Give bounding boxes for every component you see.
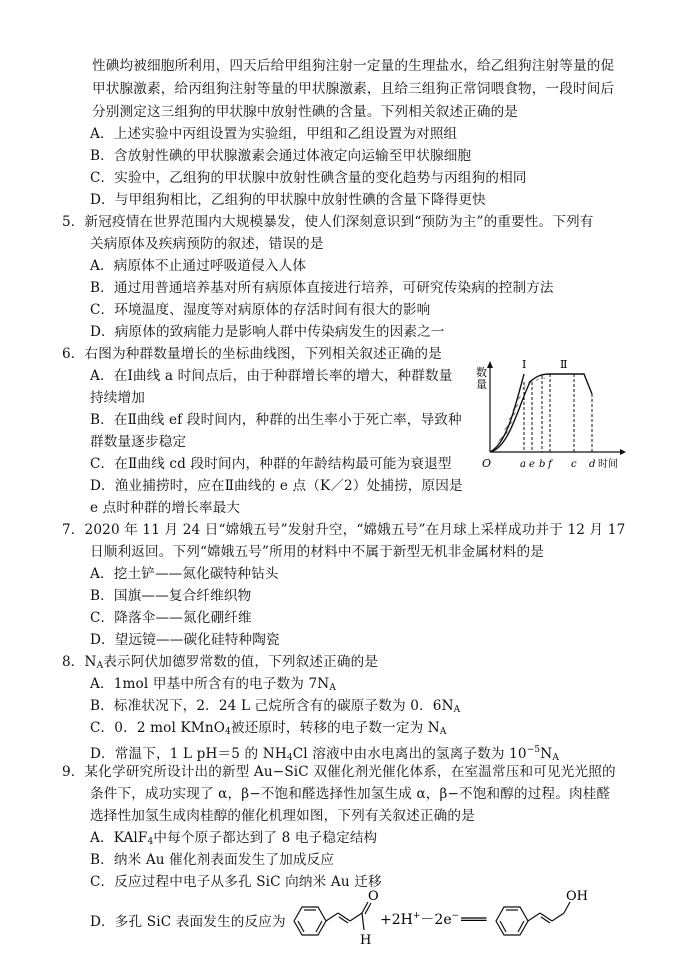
- q7-stem-line-1: 7．2020 年 11 月 24 日“嫦娥五号”发射升空，“嫦娥五号”在月球上采样成功并于 12 月 17: [62, 522, 626, 538]
- na-subscript: A: [552, 753, 559, 763]
- tick-e: e: [529, 459, 535, 470]
- q4-stem-line-3: 分别测定这三组狗的甲状腺中放射性碘的含量。下列相关叙述正确的是: [92, 104, 519, 120]
- x-axis-arrow: [620, 449, 626, 455]
- q4-option-a: A．上述实验中丙组设置为实验组，甲组和乙组设置为对照组: [90, 126, 458, 142]
- x-axis-label: 时间: [598, 459, 618, 470]
- electron-charge: −: [451, 911, 460, 921]
- q8-option-b: [90, 697, 460, 719]
- curve-ii: [490, 374, 592, 452]
- q7-option-c: C．降落伞——氮化硼纤维: [90, 610, 252, 626]
- power-superscript: −5: [526, 745, 541, 755]
- na-symbol: N: [84, 654, 97, 670]
- electron-term: －2e: [420, 912, 452, 928]
- q6-option-b-line-1: B．在Ⅱ曲线 ef 段时间内，种群的出生率小于死亡率，导致种: [90, 412, 462, 428]
- q8-number: 8．: [62, 654, 85, 670]
- kalf4-subscript: 4: [147, 837, 154, 847]
- benzene-ring-2: [496, 907, 528, 935]
- q9-option-c: C．反应过程中电子从多孔 SiC 向纳米 Au 迁移: [90, 874, 382, 890]
- q6-option-b-line-2: 群数量逐步稳定: [90, 434, 187, 450]
- q6-option-a-line-2: 持续增加: [90, 390, 145, 406]
- na-subscript: A: [453, 705, 461, 715]
- q5-option-a: A．病原体不止通过呼吸道侵入人体: [90, 258, 307, 274]
- q6-option-a-line-1: A．在Ⅰ曲线 a 时间点后，由于种群增长率的增大，种群数量: [90, 368, 453, 384]
- q6-stem: 6．右图为种群数量增长的坐标曲线图，下列相关叙述正确的是: [62, 346, 442, 362]
- nh4-subscript: 4: [286, 753, 293, 763]
- na-subscript: A: [96, 661, 104, 671]
- q8-stem-text: 表示阿伏加德罗常数的值，下列叙述正确的是: [103, 654, 379, 670]
- q8-option-b-text: B．标准状况下，2．24 L 己烷所含有的碳原子数为 0．6N: [90, 698, 454, 714]
- q5-stem-line-1: 5．新冠疫情在世界范围内大规模暴发，使人们深刻意识到“预防为主”的重要性。下列有: [62, 214, 594, 230]
- q5-option-b: B．通过用普通培养基对所有病原体直接进行培养，可研究传染病的控制方法: [90, 280, 554, 296]
- q9-option-a-rest: 中每个原子都达到了 8 电子稳定结构: [153, 830, 378, 846]
- y-label-2: 量: [476, 378, 487, 391]
- q6-option-c: C．在Ⅱ曲线 cd 段时间内，种群的年龄结构最可能为衰退型: [90, 456, 452, 472]
- na-symbol: N: [540, 746, 553, 762]
- tick-d: d: [589, 459, 596, 470]
- tick-f: f: [548, 459, 552, 470]
- na-subscript: A: [329, 683, 337, 693]
- cinnamaldehyde-chain: [326, 902, 371, 930]
- q8-option-c-text: C．0．2 mol KMnO: [90, 720, 226, 736]
- curve-i: [490, 374, 524, 452]
- y-label-1: 数: [476, 366, 487, 379]
- q4-option-b: B．含放射性碘的甲状腺激素会通过体液定向运输至甲状腺细胞: [90, 148, 472, 164]
- q8-option-d-mid: Cl 溶液中由水电离出的氢离子数为 10: [292, 746, 527, 762]
- q9-stem-line-1: 9．某化学研究所设计出的新型 Au−SiC 双催化剂光催化体系，在室温常压和可见光光照的: [62, 764, 616, 780]
- aldehyde-oxygen: O: [368, 889, 379, 904]
- hydroxyl-group: OH: [566, 889, 588, 904]
- kmno4-subscript: 4: [225, 727, 231, 737]
- q9-option-b: B．纳米 Au 催化剂表面发生了加成反应: [90, 852, 335, 868]
- y-axis-arrow: [487, 361, 493, 368]
- proton-charge: +: [412, 911, 421, 921]
- reaction-equation: [284, 888, 644, 952]
- q8-option-a-text: A．1mol 甲基中所含有的电子数为 7N: [90, 676, 330, 692]
- q5-stem-line-2: 关病原体及疾病预防的叙述，错误的是: [90, 236, 324, 252]
- curve-i-label: Ⅰ: [522, 358, 527, 371]
- proton-term: +2H: [380, 912, 413, 928]
- tick-a: a: [520, 459, 526, 470]
- q8-stem: [62, 653, 378, 675]
- tick-c: c: [571, 459, 577, 470]
- origin-label: O: [482, 457, 492, 470]
- q9-option-d: D．多孔 SiC 表面发生的反应为: [90, 914, 286, 930]
- q8-option-d-text: D．常温下，1 L pH＝5 的 NH: [90, 746, 287, 762]
- q4-stem-line-1: 性碘均被细胞所利用，四天后给甲组狗注射一定量的生理盐水，给乙组狗注射等量的促: [92, 58, 615, 74]
- q8-option-a: [90, 675, 336, 697]
- q7-option-a: A．挖土铲——氮化碳特种钻头: [90, 566, 279, 582]
- q5-option-d: D．病原体的致病能力是影响人群中传染病发生的因素之一: [90, 324, 445, 340]
- q7-stem-line-2: 日顺利返回。下列“嫦娥五号”所用的材料中不属于新型无机非金属材料的是: [90, 544, 544, 560]
- equation-middle: [380, 911, 487, 928]
- q9-stem-line-3: 选择性加氢生成肉桂醇的催化机理如图，下列有关叙述正确的是: [90, 808, 475, 824]
- na-subscript: A: [439, 727, 447, 737]
- q6-option-d-line-2: e 点时种群的增长率最大: [90, 500, 241, 516]
- q6-option-d-line-1: D．渔业捕捞时，应在Ⅱ曲线的 e 点（K／2）处捕捞，原因是: [90, 478, 463, 494]
- equals-sign: ═══: [461, 912, 487, 928]
- tick-b: b: [539, 459, 546, 470]
- curve-ii-label: Ⅱ: [560, 358, 568, 371]
- q5-option-c: C．环境温度、湿度等对病原体的存活时间有很大的影响: [90, 302, 431, 318]
- q9-option-a-text: A．KAlF: [90, 830, 148, 846]
- q4-stem-line-2: 甲状腺激素，给丙组狗注射等量的甲状腺激素，且给三组狗正常饲喂食物，一段时间后: [92, 81, 615, 97]
- q7-option-b: B．国旗——复合纤维织物: [90, 588, 252, 604]
- q4-option-d: D．与甲组狗相比，乙组狗的甲状腺中放射性碘的含量下降得更快: [90, 192, 486, 208]
- cinnamyl-alcohol-chain: [528, 902, 570, 923]
- q9-option-a: [90, 829, 377, 851]
- q4-option-c: C．实验中，乙组狗的甲状腺中放射性碘含量的变化趋势与丙组狗的相同: [90, 170, 527, 186]
- q8-option-c: [90, 719, 447, 741]
- q9-stem-line-2: 条件下，成功实现了 α，β−不饱和醛选择性加氢生成 α，β−不饱和醇的过程。肉桂醛: [90, 786, 611, 802]
- population-growth-graph: [474, 352, 634, 482]
- q7-option-d: D．望远镜——碳化硅特种陶瓷: [90, 632, 280, 648]
- aldehyde-hydrogen: H: [360, 933, 372, 948]
- q8-option-c-rest: 被还原时，转移的电子数一定为 N: [230, 720, 440, 736]
- benzene-ring-1: [294, 907, 326, 935]
